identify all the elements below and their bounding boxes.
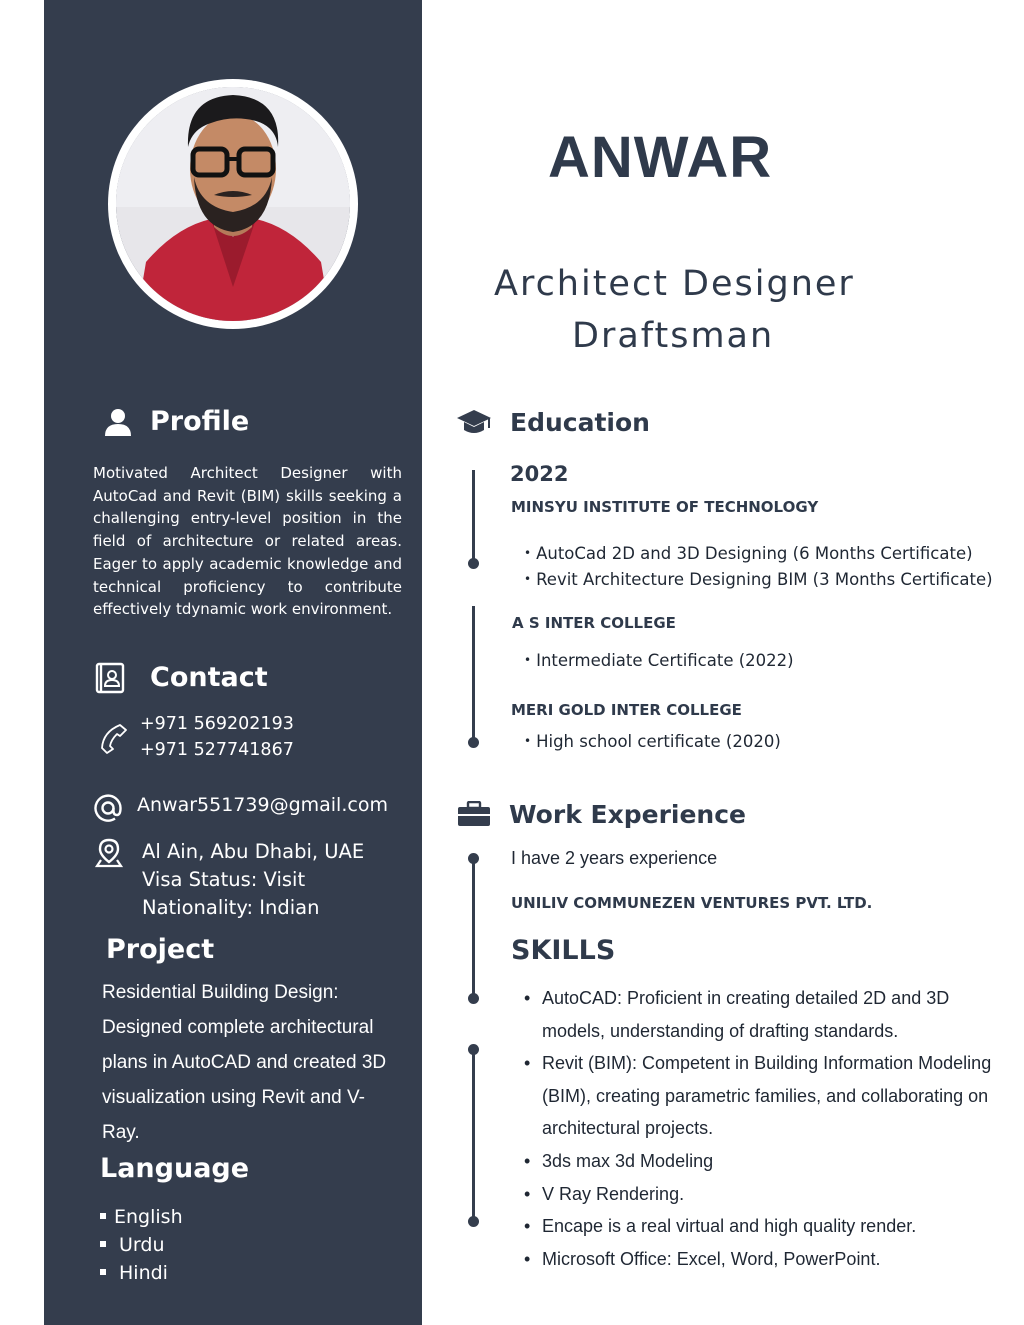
institution-name: A S INTER COLLEGE [512,614,676,632]
education-item: • High school certificate (2020) [524,732,781,751]
timeline-line [472,606,475,742]
education-heading: Education [510,408,650,437]
profile-heading: Profile [150,406,250,437]
user-icon [104,408,132,441]
language-item [100,1231,183,1259]
profile-photo [116,87,350,321]
education-item-text: High school certificate (2020) [536,732,781,751]
project-line: plans in AutoCAD and created 3D [102,1052,387,1073]
contact-card-icon [95,662,127,699]
timeline-dot [468,1216,479,1227]
timeline-dot [468,737,479,748]
education-item: • Revit Architecture Designing BIM (3 Months Certificate) [524,570,993,589]
institution-name: MERI GOLD INTER COLLEGE [511,701,742,719]
language-english: English [114,1206,183,1228]
education-item-text: Revit Architecture Designing BIM (3 Months Certificate) [536,570,993,589]
project-line: visualization using Revit and V- [102,1087,365,1108]
education-item: • Intermediate Certificate (2022) [524,651,794,670]
language-heading: Language [100,1153,250,1184]
project-description [102,975,417,1150]
work-experience-heading: Work Experience [509,800,746,829]
skill-item: • Microsoft Office: Excel, Word, PowerPoint. [524,1243,994,1276]
bullet [100,1269,106,1275]
bullet [100,1241,106,1247]
skill-item: • Encape is a real virtual and high quality render. [524,1210,994,1243]
company-name: UNILIV COMMUNEZEN VENTURES PVT. LTD. [511,894,873,912]
education-item: • AutoCad 2D and 3D Designing (6 Months Certificate) [524,544,973,563]
education-item-text: AutoCad 2D and 3D Designing (6 Months Certificate) [536,544,973,563]
email-link[interactable]: Anwar551739@gmail.com [137,794,388,816]
job-title-line-1: Architect Designer [494,264,855,304]
skill-item: • 3ds max 3d Modeling [524,1145,994,1178]
timeline-line [472,1049,475,1221]
timeline-line [472,858,475,998]
language-item [100,1259,183,1287]
project-line: Ray. [102,1122,140,1143]
nationality: Nationality: Indian [142,896,320,919]
skills-heading: SKILLS [511,935,616,966]
profile-photo-frame [108,79,358,329]
project-heading: Project [106,934,215,965]
briefcase-icon [457,801,491,832]
education-item-text: Intermediate Certificate (2022) [536,651,794,670]
phone-2[interactable]: +971 527741867 [140,740,294,760]
candidate-name: ANWAR [548,125,773,190]
timeline-dot [468,558,479,569]
skill-item: • Revit (BIM): Competent in Building Information Modeling (BIM), creating parametric families, and collaborating on architectural projects. [524,1047,994,1145]
skill-item: • V Ray Rendering. [524,1178,994,1211]
language-item [100,1203,183,1231]
profile-summary: Motivated Architect Designer with AutoCad and Revit (BIM) skills seeking a challenging entry-level position in the field of architecture or related areas. Eager to apply academic knowledge and technical proficiency to contribute effectively tdynamic work environment. [93,464,402,619]
skill-item: • AutoCAD: Proficient in creating detailed 2D and 3D models, understanding of drafting standards. [524,982,994,1047]
map-pin-icon [95,838,123,873]
project-line: Residential Building Design: [102,982,339,1003]
language-hindi: Hindi [119,1262,168,1284]
bullet [100,1213,106,1219]
contact-heading: Contact [150,662,268,693]
location: Al Ain, Abu Dhabi, UAE [142,840,365,863]
project-line: Designed complete architectural [102,1017,374,1038]
phone-icon [100,722,128,759]
job-title-line-2: Draftsman [572,316,775,356]
timeline-line [472,470,475,564]
institution-name: MINSYU INSTITUTE OF TECHNOLOGY [511,498,819,516]
at-sign-icon [93,793,123,828]
skills-list [524,982,994,1275]
language-list [100,1203,183,1287]
visa-status: Visa Status: Visit [142,868,306,891]
language-urdu: Urdu [119,1234,165,1256]
experience-summary: I have 2 years experience [511,848,718,868]
timeline-dot [468,993,479,1004]
phone-1[interactable]: +971 569202193 [140,714,294,734]
graduation-cap-icon [456,408,492,443]
education-year: 2022 [510,462,569,486]
